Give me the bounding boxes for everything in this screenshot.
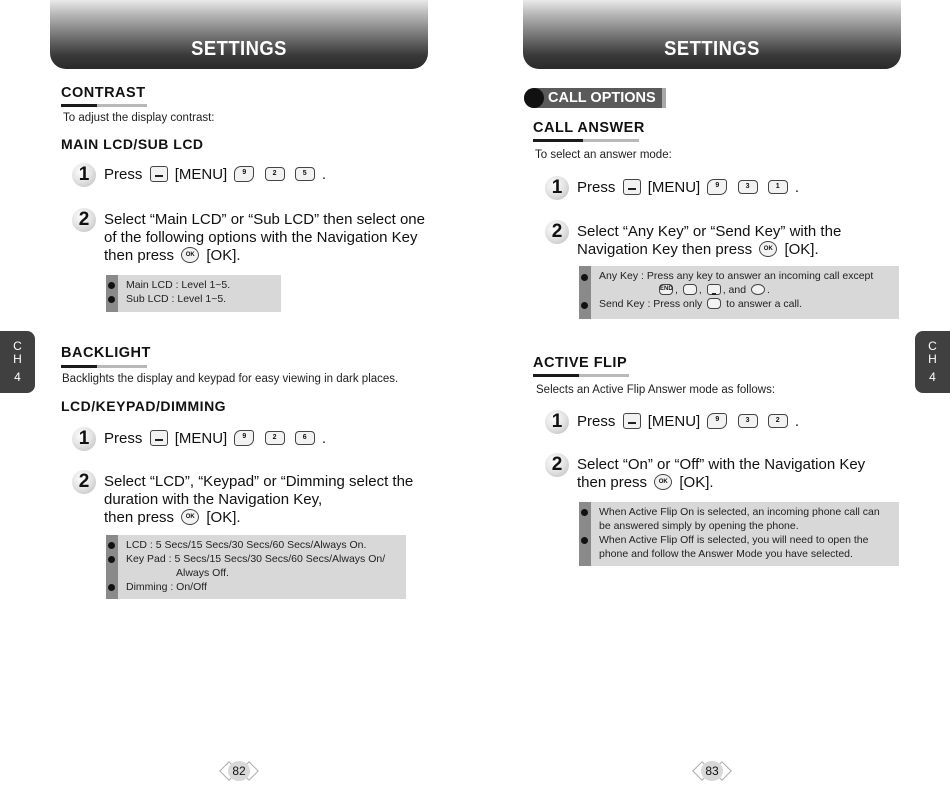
backlight-note-keypad: Key Pad : 5 Secs/15 Secs/30 Secs/60 Secs/Always On/ [126, 553, 386, 565]
backlight-heading: BACKLIGHT [61, 345, 151, 361]
active-flip-note-off-1: When Active Flip Off is selected, you will need to open the [599, 534, 869, 546]
key-6-icon: 6 [295, 431, 315, 445]
ok-key-icon: OK [181, 247, 199, 263]
backlight-step1-number: 1 [72, 427, 96, 451]
contrast-step2-number: 2 [72, 208, 96, 232]
contrast-notes [106, 275, 281, 312]
call-answer-note-anykey: Any Key : Press any key to answer an incoming call except [599, 270, 874, 282]
call-answer-notes [579, 266, 899, 319]
active-flip-note-off-2: phone and follow the Answer Mode you have selected. [599, 548, 853, 560]
contrast-note-main: Main LCD : Level 1~5. [126, 279, 231, 291]
active-flip-step1-number: 1 [545, 410, 569, 434]
key-9-icon: 9 [707, 179, 727, 195]
key-2-icon: 2 [265, 167, 285, 181]
active-flip-step2-text: Select “On” or “Off” with the Navigation Key then press OK [OK]. [577, 456, 866, 491]
page-number-83: 83 [692, 761, 732, 781]
backlight-note-dimming: Dimming : On/Off [126, 581, 207, 593]
contrast-step1-number: 1 [72, 163, 96, 187]
soft-key-icon [623, 413, 641, 429]
backlight-note-keypad-cont: Always Off. [176, 567, 229, 579]
call-options-label: CALL OPTIONS [524, 88, 662, 108]
ok-key-icon: OK [654, 474, 672, 490]
backlight-notes [106, 535, 406, 599]
send-key-icon [707, 298, 721, 309]
key-3-icon: 3 [738, 414, 758, 428]
page-number-82: 82 [219, 761, 259, 781]
right-page [475, 0, 950, 808]
key-1-icon: 1 [768, 180, 788, 194]
call-answer-underline [533, 139, 639, 142]
call-answer-step1-text: Press [MENU] 9 3 1 . [577, 179, 800, 196]
key-2-icon: 2 [265, 431, 285, 445]
call-answer-desc: To select an answer mode: [535, 149, 672, 161]
soft-key-icon [150, 430, 168, 446]
key-9-icon: 9 [234, 166, 254, 182]
active-flip-notes [579, 502, 899, 566]
contrast-step1-text: Press [MENU] 9 2 5 . [104, 166, 327, 183]
contrast-underline [61, 104, 147, 107]
active-flip-note-on-2: be answered simply by opening the phone. [599, 520, 799, 532]
key-9-icon: 9 [707, 413, 727, 429]
backlight-step2-text: Select “LCD”, “Keypad” or “Dimming select the duration with the Navigation Key, then press OK [OK]. [104, 473, 414, 526]
call-answer-heading: CALL ANSWER [533, 120, 645, 136]
active-flip-underline [533, 374, 629, 377]
call-answer-step2-number: 2 [545, 220, 569, 244]
backlight-underline [61, 365, 147, 368]
contrast-subheading: MAIN LCD/SUB LCD [61, 136, 204, 152]
nav-key-icon [751, 284, 765, 295]
call-answer-step2-text: Select “Any Key” or “Send Key” with the Navigation Key then press OK [OK]. [577, 223, 842, 258]
left-banner [50, 0, 428, 69]
backlight-desc: Backlights the display and keypad for easy viewing in dark places. [62, 373, 399, 385]
key-3-icon: 3 [738, 180, 758, 194]
key-2-icon: 2 [768, 414, 788, 428]
active-flip-step1-text: Press [MENU] 9 3 2 . [577, 413, 800, 430]
contrast-note-sub: Sub LCD : Level 1~5. [126, 293, 227, 305]
key-9-icon: 9 [234, 430, 254, 446]
contrast-desc: To adjust the display contrast: [63, 112, 215, 124]
right-banner [523, 0, 901, 69]
call-answer-step1-number: 1 [545, 176, 569, 200]
call-answer-note-sendkey: Send Key : Press only to answer a call. [599, 298, 803, 310]
call-answer-note-anykey-keys: END , , , and . [660, 284, 770, 296]
right-banner-title: SETTINGS [664, 38, 760, 60]
left-banner-title: SETTINGS [191, 38, 287, 60]
contrast-step2-text: Select “Main LCD” or “Sub LCD” then select one of the following options with the Navigation Key then press OK [OK]. [104, 211, 425, 264]
key-5-icon: 5 [295, 167, 315, 181]
active-flip-heading: ACTIVE FLIP [533, 355, 628, 371]
ok-key-icon: OK [181, 509, 199, 525]
backlight-step2-number: 2 [72, 470, 96, 494]
chapter-tab-right: C H 4 [915, 331, 950, 393]
contrast-heading: CONTRAST [61, 85, 146, 101]
chapter-tab-left: C H 4 [0, 331, 35, 393]
backlight-step1-text: Press [MENU] 9 2 6 . [104, 430, 327, 447]
backlight-subheading: LCD/KEYPAD/DIMMING [61, 398, 227, 414]
soft-key-icon [707, 284, 721, 295]
bullet-ball-icon [524, 88, 544, 108]
backlight-note-lcd: LCD : 5 Secs/15 Secs/30 Secs/60 Secs/Always On. [126, 539, 367, 551]
active-flip-note-on-1: When Active Flip On is selected, an incoming phone call can [599, 506, 880, 518]
phone-key-icon [683, 284, 697, 295]
soft-key-icon [150, 166, 168, 182]
ok-key-icon: OK [759, 241, 777, 257]
active-flip-desc: Selects an Active Flip Answer mode as follows: [536, 384, 776, 396]
active-flip-step2-number: 2 [545, 453, 569, 477]
soft-key-icon [623, 179, 641, 195]
end-key-icon: END [659, 284, 673, 295]
